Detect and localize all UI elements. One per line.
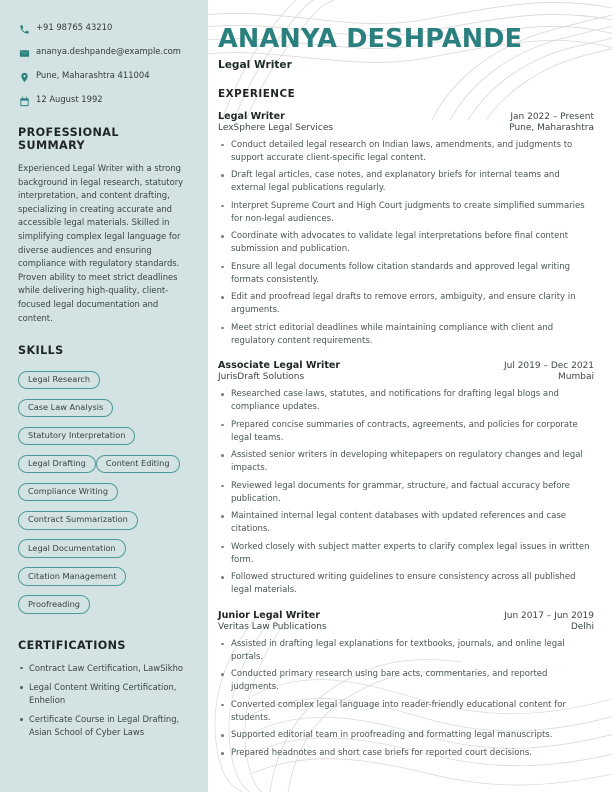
job-title: Associate Legal Writer bbox=[218, 360, 341, 372]
certifications-heading: CERTIFICATIONS bbox=[18, 638, 126, 652]
skill-pill: Contract Summarization bbox=[18, 511, 138, 529]
skill-pill: Citation Management bbox=[18, 567, 126, 585]
location-icon bbox=[18, 71, 30, 83]
job-bullet: Draft legal articles, case notes, and explanatory briefs for internal teams and external legal publications regularly. bbox=[218, 169, 594, 195]
contact-value-phone: +91 98765 43210 bbox=[36, 22, 113, 32]
contact-value-birthdate: 12 August 1992 bbox=[36, 94, 103, 104]
professional-summary-text: Experienced Legal Writer with a strong background in legal research, statutory interpretation, and content drafting, specializing in creating accurate and accessible legal materials. Skilled in simplifying complex legal language for diverse audiences and ensuring compliance with regulatory standards. Proven ability to meet strict deadlines while delivering high-quality, client-focused legal documentation and content. bbox=[18, 163, 184, 323]
job-bullet: Coordinate with advocates to validate legal interpretations before final content submission and publication. bbox=[218, 230, 594, 256]
job-bullet: Supported editorial team in proofreading and formatting legal manuscripts. bbox=[218, 729, 594, 742]
contact-value-email: ananya.deshpande@example.com bbox=[36, 46, 181, 56]
skill-pill: Legal Drafting bbox=[18, 455, 96, 473]
job-bullet: Prepared headnotes and short case briefs for reported court decisions. bbox=[218, 747, 594, 760]
job-bullet: Worked closely with subject matter experts to clarify complex legal issues in written form. bbox=[218, 541, 594, 567]
skill-pill: Case Law Analysis bbox=[18, 399, 113, 417]
job-bullet-list bbox=[218, 388, 594, 597]
certification-item: Certificate Course in Legal Drafting, Asian School of Cyber Laws bbox=[18, 713, 190, 738]
experience-entry bbox=[218, 111, 594, 348]
skill-pill: Proofreading bbox=[18, 595, 90, 613]
job-bullet: Reviewed legal documents for grammar, structure, and factual accuracy before publication. bbox=[218, 480, 594, 506]
job-date-range: Jan 2022 – Present bbox=[510, 111, 594, 122]
skills-heading: SKILLS bbox=[18, 344, 64, 358]
job-date-range: Jun 2017 – Jun 2019 bbox=[504, 610, 594, 621]
job-title: Junior Legal Writer bbox=[218, 609, 321, 621]
job-bullet: Prepared concise summaries of contracts, agreements, and policies for corporate legal teams. bbox=[218, 419, 594, 445]
experience-entry bbox=[218, 360, 594, 597]
contact-item-email bbox=[18, 46, 190, 59]
job-location: Pune, Maharashtra bbox=[509, 122, 594, 133]
job-location: Mumbai bbox=[558, 372, 594, 383]
sidebar bbox=[0, 0, 208, 792]
contact-item-phone bbox=[18, 22, 190, 35]
job-date-range: Jul 2019 – Dec 2021 bbox=[503, 361, 594, 372]
phone-icon bbox=[18, 23, 30, 35]
certification-item: Contract Law Certification, LawSikho bbox=[18, 662, 190, 675]
job-bullet: Ensure all legal documents follow citation standards and approved legal writing formats consistently. bbox=[218, 261, 594, 287]
job-bullet: Edit and proofread legal drafts to remove errors, ambiguity, and ensure clarity in arguments. bbox=[218, 291, 594, 317]
job-bullet: Assisted in drafting legal explanations for textbooks, journals, and online legal portals. bbox=[218, 638, 594, 664]
job-company: LexSphere Legal Services bbox=[218, 122, 334, 133]
job-title: Legal Writer bbox=[218, 110, 285, 122]
page-title: ANANYA DESHPANDE bbox=[218, 24, 523, 54]
job-bullet-list bbox=[218, 638, 594, 760]
email-icon bbox=[18, 47, 30, 59]
contact-item-birthdate bbox=[18, 94, 190, 107]
professional-summary-heading: PROFESSIONAL SUMMARY bbox=[18, 126, 119, 152]
contact-item-location bbox=[18, 70, 190, 83]
job-bullet: Assisted senior writers in developing whitepapers on regulatory changes and legal impacts. bbox=[218, 449, 594, 475]
skill-pill: Legal Research bbox=[18, 371, 100, 389]
skill-pill: Compliance Writing bbox=[18, 483, 118, 501]
job-bullet: Interpret Supreme Court and High Court judgments to create simplified summaries for non-legal audiences. bbox=[218, 200, 594, 226]
job-bullet: Conduct detailed legal research on Indian laws, amendments, and judgments to support accurate client-specific legal content. bbox=[218, 139, 594, 165]
job-bullet: Followed structured writing guidelines to ensure consistency across all published legal materials. bbox=[218, 571, 594, 597]
experience-entry bbox=[218, 610, 594, 760]
certification-item: Legal Content Writing Certification, Enhelion bbox=[18, 681, 190, 706]
job-bullet-list bbox=[218, 139, 594, 348]
job-location: Delhi bbox=[570, 621, 594, 632]
skill-pill: Content Editing bbox=[96, 455, 180, 473]
job-bullet: Converted complex legal language into reader-friendly educational content for students. bbox=[218, 699, 594, 725]
skill-pill: Legal Documentation bbox=[18, 539, 126, 557]
job-bullet: Researched case laws, statutes, and notifications for drafting legal blogs and compliance updates. bbox=[218, 388, 594, 414]
contact-value-location: Pune, Maharashtra 411004 bbox=[36, 70, 150, 80]
job-bullet: Maintained internal legal content databases with updated references and case citations. bbox=[218, 510, 594, 536]
skill-pill: Statutory Interpretation bbox=[18, 427, 135, 445]
job-role-subtitle: Legal Writer bbox=[218, 58, 292, 71]
job-company: JurisDraft Solutions bbox=[218, 372, 305, 383]
job-bullet: Conducted primary research using bare acts, commentaries, and reported judgments. bbox=[218, 668, 594, 694]
job-bullet: Meet strict editorial deadlines while maintaining compliance with client and regulatory content requirements. bbox=[218, 322, 594, 348]
experience-list bbox=[218, 111, 594, 760]
calendar-icon bbox=[18, 95, 30, 107]
main-content bbox=[208, 0, 612, 792]
job-company: Veritas Law Publications bbox=[218, 621, 327, 632]
experience-heading: EXPERIENCE bbox=[218, 87, 296, 100]
certifications-list bbox=[18, 662, 190, 739]
contact-list bbox=[18, 22, 190, 107]
skills-list bbox=[18, 367, 190, 619]
